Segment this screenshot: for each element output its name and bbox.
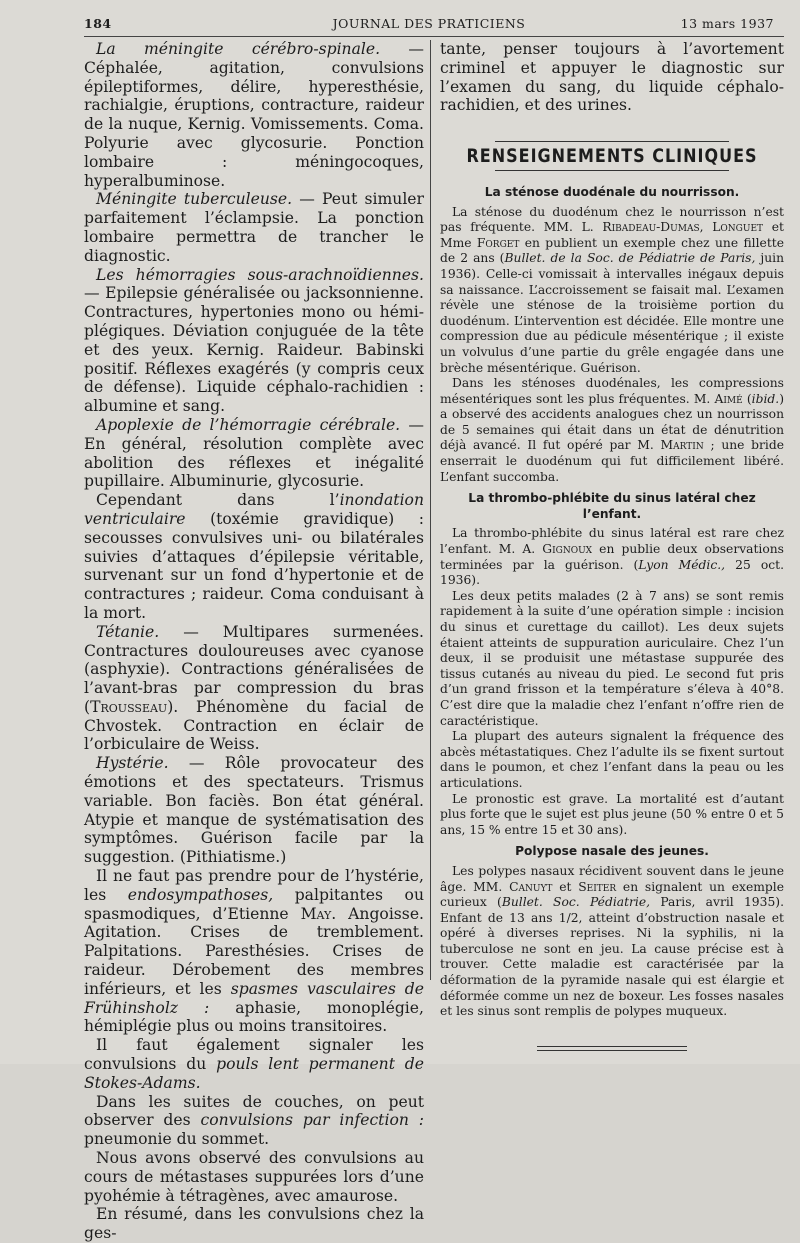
page-header (84, 16, 774, 34)
paragraph-title: La méningite cérébro-spinale. (96, 40, 381, 58)
continuation-paragraph: tante, penser toujours à l’avortement criminel et appuyer le diagnostic sur l’examen du sang, du liquide céphalo-rachidien, et des urines. (440, 40, 784, 115)
paragraph: Le pronostic est grave. La mortalité est d’autant plus forte que le sujet est plus jeune (50 % entre 0 et 5 ans, 15 % entre 15 et 30 ans). (440, 791, 784, 837)
author-name: Gignoux (542, 542, 593, 557)
paragraph (84, 754, 424, 867)
paragraph: Nous avons observé des convulsions au cours de métastases suppurées lors d’une pyohémie à tétragènes, avec amaurose. (84, 1149, 424, 1205)
citation: Bullet. Soc. Pédiatrie, (501, 895, 651, 910)
article-title: La thrombo-phlébite du sinus latéral chez l’enfant. (468, 491, 756, 521)
paragraph-text: — Céphalée, agitation, convulsions épileptiformes, délire, hyperesthésie, rachialgie, éruptions, contracture, raideur de la nuque, Kernig. Vomissements. Coma. Polyurie avec glycosurie. Ponction lombaire : méningocoques, hyperalbuminose. (84, 40, 424, 190)
citation: ibid. (751, 391, 780, 406)
header-rule (84, 36, 784, 37)
paragraph (84, 266, 424, 416)
author-name: Aimé (714, 391, 743, 406)
paragraph-title: Apoplexie de l’hémorragie cérébrale. (96, 415, 401, 434)
paragraph (84, 1036, 424, 1092)
citation: Bullet. de la Soc. de Pédiatrie de Paris, (504, 251, 756, 266)
end-rule (537, 1046, 687, 1054)
paragraph-text: Dans les suites de couches, on peut observer des (84, 1092, 424, 1130)
section-title: RENSEIGNEMENTS CLINIQUES (466, 144, 758, 167)
page-number: 184 (84, 16, 112, 31)
author-name: Martin (660, 438, 704, 453)
paragraph-text: et Mme (440, 220, 784, 250)
paragraph-text: ) a observé des accidents analogues chez un nourrisson de 5 semaines qui était dans un état de dénutrition déjà avancé. Il fut opéré par M. (440, 391, 784, 453)
paragraph-title: Méningite tuberculeuse. (96, 190, 293, 209)
paragraph (84, 40, 424, 190)
paragraph-title: Les hémorragies sous-arachnoïdiennes. (96, 265, 424, 284)
paragraph (84, 190, 424, 265)
paragraph-text: et (552, 879, 579, 894)
paragraph-text: Il faut également signaler les convulsions du (84, 1036, 424, 1074)
paragraph-text: — Peut simuler parfaitement l’éclampsie. La ponction lombaire permettra de trancher le diagnostic. (84, 190, 424, 265)
paragraph: La plupart des auteurs signalent la fréquence des abcès métastatiques. Chez l’adulte ils se fixent surtout dans le poumon, et chez l’enfant dans la peau ou les articulations. (440, 729, 784, 790)
paragraph (84, 867, 424, 1036)
author-name: Seiter (578, 879, 617, 894)
emphasis: pouls lent permanent de Stokes-Adams. (84, 1055, 425, 1092)
article-title: La sténose duodénale du nourrisson. (484, 184, 740, 199)
author-name: Forget (476, 235, 520, 250)
column-divider (430, 40, 431, 980)
author-name: Longuet (712, 220, 764, 235)
paragraph-text: Dans les sténoses duodénales, les compressions mésentériques sont les plus fréquentes. M. (440, 376, 784, 406)
paragraph-text: — Multipares surmenées. Contractures douloureuses avec cyanose (asphyxie). Contractions généralisées de l’avant-bras par compression du bras ( (84, 622, 424, 716)
paragraph-text: Paris, avril 1935). Enfant de 13 ans 1/2, atteint d’obstruction nasale et opéré à diverses reprises. Ni la syphilis, ni la tuberculose ne sont en jeu. La cause précise est à trouver. Cette maladie est caractérisée par la déformation de la pyramide nasale qui est élargie et déformée comme un nez de boxeur. Les fosses nasales et les sinus sont remplis de polypes muqueux. (440, 895, 784, 1019)
emphasis: spasmes vasculaires de Frühinsholz : (84, 979, 424, 1017)
paragraph-text: La sténose du duodénum chez le nourrisson n’est pas fréquente. MM. L. (440, 204, 784, 235)
right-column (440, 40, 784, 1054)
paragraph-text: 25 oct. 1936). (440, 557, 784, 588)
paragraph-text: ( (742, 391, 752, 406)
paragraph-text: pneumonie du sommet. (84, 1130, 270, 1149)
paragraph (84, 623, 424, 755)
paragraph-text: (toxémie gravidique) : secousses convulsives uni- ou bilatérales suivies d’attaques d’épilepsie véritable, survenant sur un fond d’hypertonie et de contractures ; raideur. Coma conduisant à la mort. (84, 509, 424, 622)
paragraph-text: en publie deux observations terminées par la guérison. ( (440, 542, 784, 572)
issue-date: 13 mars 1937 (680, 16, 774, 31)
paragraph-text: en signalent un exemple curieux ( (440, 879, 784, 910)
paragraph-text: . Angoisse. Agitation. Crises de tremblement. Palpitations. Paresthésies. Crises de raideur. Dérobement des membres inférieurs, et les (84, 904, 424, 998)
paragraph-text: aphasie, monoplégie, hémiplégie plus ou moins transitoires. (84, 998, 424, 1036)
paragraph-text: ). Phénomène du facial de Chvostek. Contraction en éclair de l’orbiculaire de Weiss. (84, 697, 424, 754)
paragraph (440, 864, 784, 1020)
author-name: Ribadeau-Dumas (602, 220, 700, 235)
clinical-notes (440, 185, 784, 1054)
paragraph: En résumé, dans les convulsions chez la ges- (84, 1205, 424, 1243)
left-column (84, 40, 424, 1243)
paragraph-text: ; une bride enserrait le duodénum qui fut difficilement libéré. L’enfant succomba. (440, 438, 785, 484)
paragraph-title: Tétanie. (96, 622, 160, 641)
paragraph-title: Hystérie. (96, 754, 169, 773)
journal-title: JOURNAL DES PRATICIENS (332, 16, 526, 31)
paragraph (84, 416, 424, 491)
paragraph-text: — Epilepsie généralisée ou jacksonnienne. Contractures, hypertonies mono ou hémi-plégiques. Déviation conjuguée de la tête et des yeux. Kernig. Raideur. Babinski positif. Réflexes exagérés (y compris ceux de défense). Liquide céphalo-rachidien : albumine et sang. (84, 284, 424, 416)
emphasis: convulsions par infection : (200, 1111, 424, 1130)
emphasis: endosympathoses, (127, 885, 274, 904)
paragraph-text: La thrombo-phlébite du sinus latéral est rare chez l’enfant. M. A. (440, 526, 784, 557)
paragraph-text: — En général, résolution complète avec abolition des réflexes et inégalité pupillaire. Albuminurie, glycosurie. (84, 415, 424, 491)
paragraph (84, 491, 424, 623)
author-name: Trousseau (90, 697, 168, 716)
author-name: May (300, 904, 332, 923)
emphasis: inondation ventriculaire (84, 491, 424, 528)
paragraph (440, 526, 784, 588)
paragraph (84, 1093, 424, 1149)
paragraph-text: , (699, 220, 713, 235)
paragraph-text: Les polypes nasaux récidivent souvent dans le jeune âge. MM. (440, 863, 784, 894)
paragraph: Les deux petits malades (2 à 7 ans) se sont remis rapidement à la suite d’une opération simple : incision du sinus et curettage du caillot). Les deux sujets étaient atteints de suppuration auriculaire. Chez l’un deux, il se produisit une métastase suppurée des tissus cutanés au niveau du pied. Le second fut pris d’un grand frisson et la température s’éleva à 40°8. C’est dire que la maladie chez l’enfant n’offre rien de caractéristique. (440, 588, 784, 728)
author-name: Canuyt (509, 879, 553, 894)
citation: Lyon Médic., (638, 557, 726, 572)
article-title: Polypose nasale des jeunes. (515, 844, 709, 859)
paragraph-text: en publient un exemple chez une fillette de 2 ans ( (440, 235, 784, 266)
paragraph (440, 376, 784, 485)
paragraph-text: — Rôle provocateur des émotions et des spectateurs. Trismus variable. Bon faciès. Bon état général. Atypie et manque de systématisation des symptômes. Guérison facile par la suggestion. (Pithiatisme.) (84, 754, 424, 867)
paragraph-text: Cependant dans l’ (96, 491, 340, 510)
paragraph (440, 205, 784, 377)
paragraph-text: palpitantes ou spasmodiques, d’Etienne (84, 885, 424, 923)
paragraph-text: Il ne faut pas prendre pour de l’hystérie, les (84, 867, 424, 904)
paragraph-text: juin 1936). Celle-ci vomissait à intervalles inégaux depuis sa naissance. L’accroissement se faisait mal. L’examen révèle une sténose de la troisième portion du duodénum. L’intervention est décidée. Elle montre une compression due au pédicule mésentérique ; il existe un volvulus d’une partie du grêle engagée dans une brèche mésentérique. Guérison. (440, 251, 784, 375)
